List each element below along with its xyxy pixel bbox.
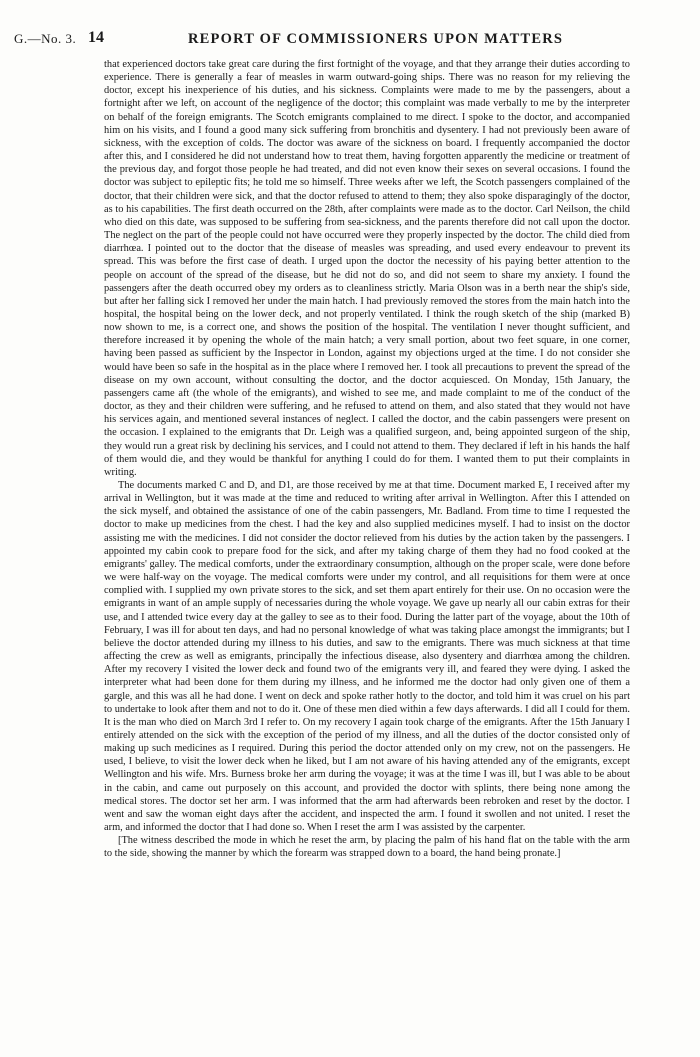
report-body xyxy=(104,58,630,861)
page-header xyxy=(14,31,686,51)
page-number: 14 xyxy=(88,29,104,46)
testimony-paragraph-2: The documents marked C and D, and D1, are those received by me at that time. Document marked E, I received after my arrival in Wellington, but it was made at the time and reduced to writing after arrival in Wellington. After this I attended on the sick myself, and obtained the assistance of one of the cabin passengers, Mr. Badland. From time to time I requested the doctor to make up medicines from the chest. I had the key and also supplied medicines myself. I had to insist on the doctor assisting me with the medicines. I did not consider the doctor relieved from his duties by the action taken by the passengers. I appointed my cabin cook to prepare food for the sick, and after my taking charge of them they had no food cooked at the emigrants' galley. The medical comforts, under the extraordinary consumption, although on the proper scale, were done before we were half-way on the voyage. The medical comforts were under my control, and all requisitions for them were at once complied with. I supplied my own private stores to the sick, and set them apart entirely for their use. On no occasion were the emigrants in want of an ample supply of necessaries during the whole voyage. We gave up nearly all our cabin extras for their use, and I attended twice every day at the galley to see as to their food. During the latter part of the voyage, about the 10th of February, I was ill for about ten days, and had no personal knowledge of what was taking place amongst the immigrants; but I believe the doctor attended during my illness to his duties, and saw to the emigrants. There was much sickness at that time affecting the crew as well as emigrants, principally the infectious disease, also dysentery and diarrhœa among the children. After my recovery I visited the lower deck and found two of the emigrants very ill, and feared they were dying. I asked the interpreter what had been done for them during my illness, and he informed me the doctor had only given one of them a gargle, and this was all he had done. I went on deck and spoke rather hotly to the doctor, and told him it was cruel on his part to undertake to look after them and not to do it. One of these men died within a few days afterwards. I did all I could for them. It is the man who died on March 3rd I refer to. On my recovery I again took charge of the emigrants. After the 15th January I entirely attended on the sick with the exception of the period of my illness, and all the duties of the doctor consisted only of making up such medicines as I required. During this period the doctor attended only on my crew, not on the passengers. He used, I believe, to visit the lower deck when he liked, but I am not aware of his having attended any of the emigrants, except Wellington and his wife. Mrs. Burness broke her arm during the voyage; it was at the time I was ill, but I was able to be about in the cabin, and came out purposely on this account, and provided the doctor with splints, there being none among the medical stores. The doctor set her arm. I was informed that the arm had afterwards been rebroken and reset by the doctor. I went and saw the woman eight days after the accident, and inspected the arm. I found it swollen and not united. I reset the arm, and informed the doctor that I had done so. When I reset the arm I was assisted by the carpenter. xyxy=(104,480,630,834)
document-reference: G.—No. 3. xyxy=(14,31,77,46)
editorial-note-paragraph: [The witness described the mode in which he reset the arm, by placing the palm of his hand flat on the table with the arm to the side, showing the manner by which the forearm was strapped down to a board, the hand being pronate.] xyxy=(104,835,630,860)
testimony-paragraph-1: that experienced doctors take great care during the first fortnight of the voyage, and that they arrange their duties according to experience. There is generally a fear of measles in warm outward-going ships. There was no reason for my relieving the doctor, except his inexperience of his duties, and his sickness. Complaints were made to me by the passengers, about a fortnight after we left, on account of the negligence of the doctor; this complaint was made verbally to me by the interpreter on behalf of the foreign emigrants. The Scotch emigrants complained to me direct. I spoke to the doctor, and accompanied him on his visits, and I found a good many sick suffering from bronchitis and dysentery. I had not previously been aware of sickness, with the exception of colds. The doctor was aware of the sickness on board. I frequently accompanied the doctor after this, and I considered he did not understand how to treat them, having forgotten apparently the medicine or treatment of the previous day, and forgot those people he had treated, and did not even know their sexes on several occasions. I found the doctor was subject to epileptic fits; he told me so himself. Three weeks after we left, the Scotch passengers complained of the doctor, that their children were sick, and that the doctor refused to attend to them; they also spoke disparagingly of the doctor, as to his capabilities. The first death occurred on the 28th, after complaints were made as to the doctor. Carl Neilson, the child who died on this date, was supposed to be suffering from sea-sickness, and the parents therefore did not call upon the doctor. The neglect on the part of the people could not have occurred were they properly inspected by the doctor. The child died from diarrhœa. I pointed out to the doctor that the disease of measles was spreading, and used every endeavour to prevent its spread. This was before the first case of death. I urged upon the doctor the necessity of his paying better attention to the people on account of the spread of the disease, but he did not do so, and did not seem to share my anxiety. I found the passengers after the death occurred obey my orders as to cleanliness strictly. Maria Olson was in a berth near the ship's side, but after her falling sick I removed her under the main hatch. I had previously removed the stores from the main hatch into the hospital, the hospital being on the lower deck, and not properly ventilated. I think the rough sketch of the ship (marked B) now shown to me, is a correct one, and shows the position of the hospital. The ventilation I never thought sufficient, and therefore increased it by opening the whole of the main hatch; a very small portion, about two feet square, in one corner, having been passed as sufficient by the Inspector in London, against my objections urged at the time. I do not consider she would have been so safe in the hospital as in the place where I removed her. I took all precautions to prevent the spread of the disease on my own account, without consulting the doctor, and the doctor acquiesced. On Monday, 15th January, the passengers came aft (the whole of the emigrants), and wished to see me, and made complaint to me of the conduct of the doctor, as they and their children were suffering, and he refused to attend on them, and also stated that they would not have his services again, and mentioned several instances of neglect. I called the doctor, and the cabin passengers were present on the occasion. I explained to the emigrants that Dr. Leigh was a qualified surgeon, and, being appointed surgeon of the ship, they would run a great risk by declining his services, and I could not attend to them. They declared if left in his hands the half of them would die, and they would be thankful for anything I could do for them. I wanted them to put their complaints in writing. xyxy=(104,59,630,478)
running-title: REPORT OF COMMISSIONERS UPON MATTERS xyxy=(188,31,564,47)
